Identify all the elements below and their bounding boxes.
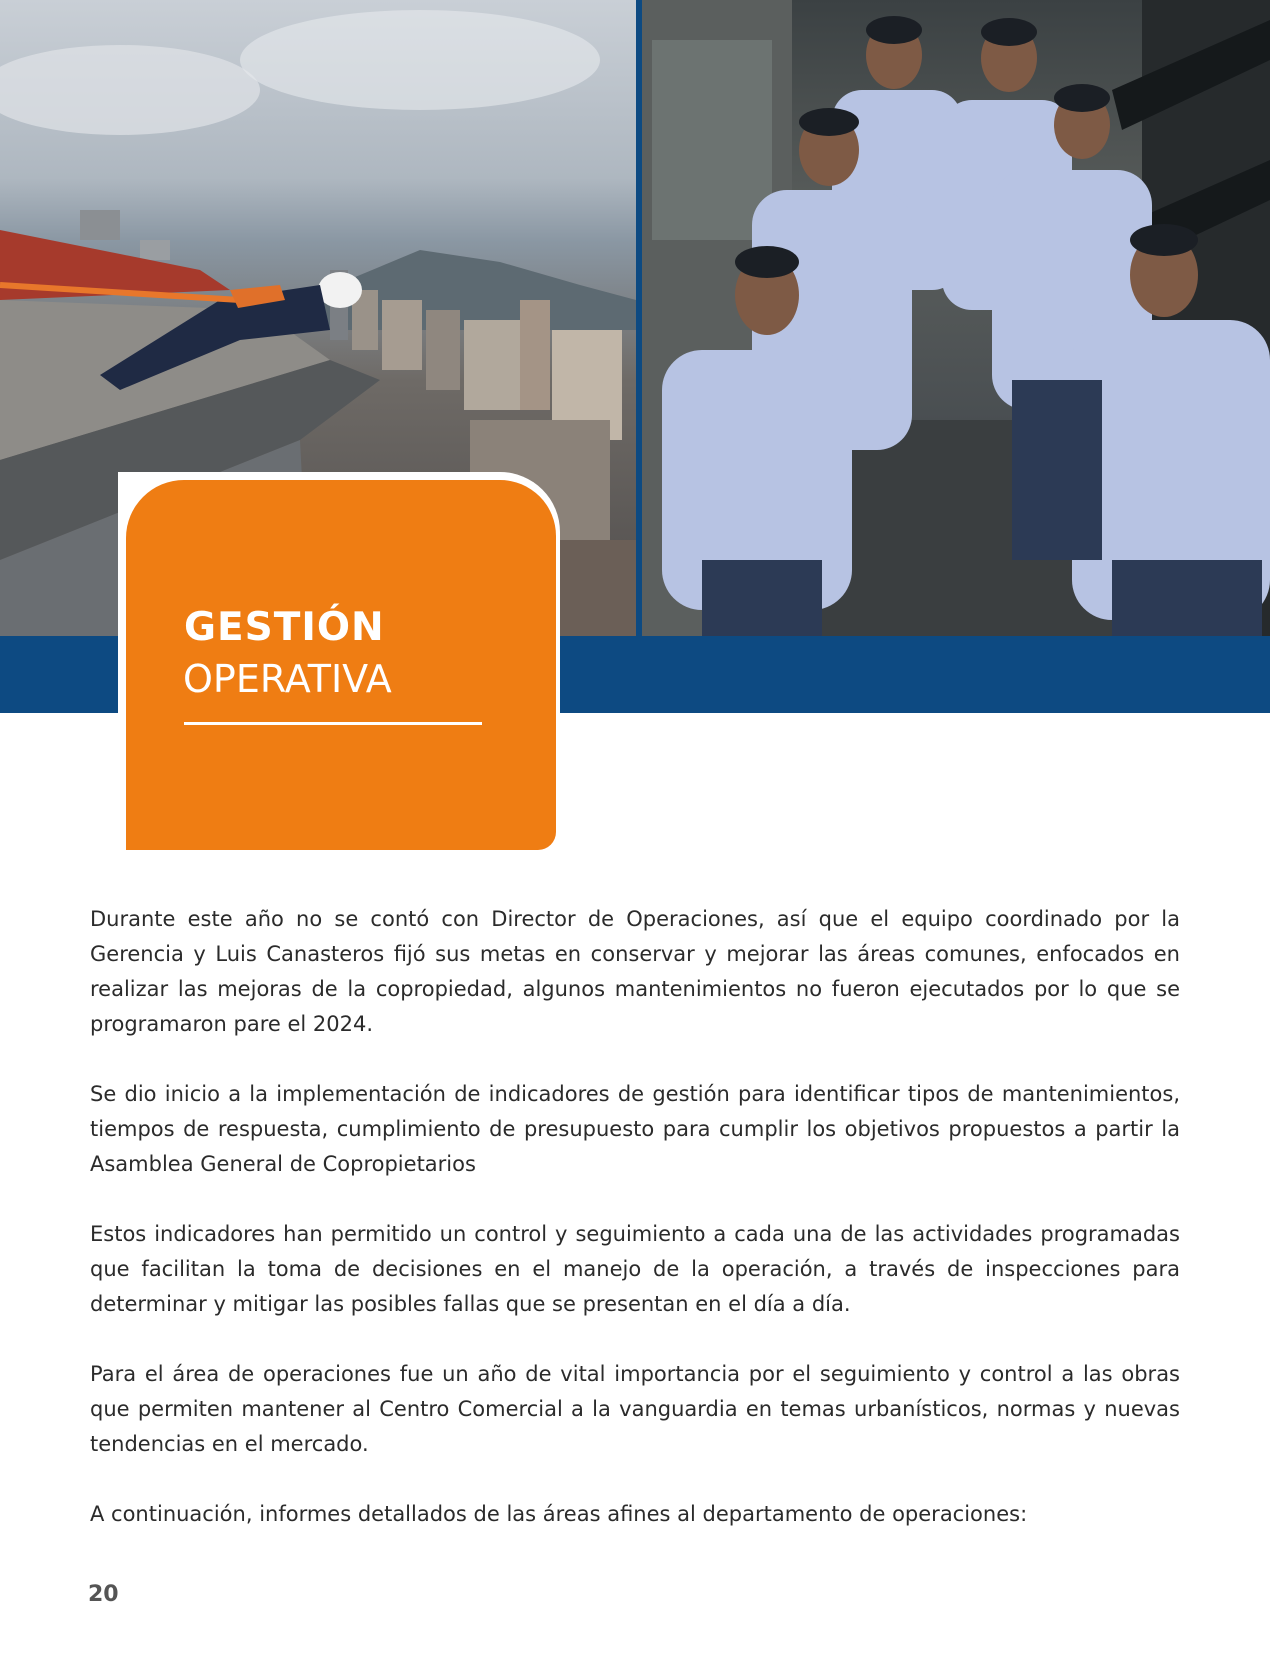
paragraph: Para el área de operaciones fue un año de vital importancia por el seguimiento y control a las obras que permiten mantener al Centro Comercial a la vanguardia en temas urbanísticos, normas y nuevas tendencias en el mercado. xyxy=(90,1362,1180,1456)
section-title-box xyxy=(126,480,556,850)
section-title-light: OPERATIVA xyxy=(183,657,392,701)
page-number: 20 xyxy=(88,1582,119,1607)
operations-team-photo xyxy=(642,0,1270,636)
section-title-bold: GESTIÓN xyxy=(184,605,385,650)
paragraph: Se dio inicio a la implementación de indicadores de gestión para identificar tipos de mantenimientos, tiempos de respuesta, cumplimiento de presupuesto para cumplir los objetivos propuestos a partir la Asamblea General de Copropietarios xyxy=(90,1082,1180,1176)
paragraph: Estos indicadores han permitido un control y seguimiento a cada una de las actividades programadas que facilitan la toma de decisiones en el manejo de la operación, a través de inspecciones para determinar y mitigar las posibles fallas que se presentan en el día a día. xyxy=(90,1222,1180,1316)
paragraph: A continuación, informes detallados de las áreas afines al departamento de operaciones: xyxy=(90,1502,1028,1526)
team-scene-illustration xyxy=(642,0,1270,636)
paragraph: Durante este año no se contó con Director de Operaciones, así que el equipo coordinado por la Gerencia y Luis Canasteros fijó sus metas en conservar y mejorar las áreas comunes, enfocados en realizar las mejoras de la copropiedad, algunos mantenimientos no fueron ejecutados por lo que se programaron pare el 2024. xyxy=(90,907,1180,1036)
body-text xyxy=(90,902,1180,1532)
title-underline xyxy=(184,722,482,725)
